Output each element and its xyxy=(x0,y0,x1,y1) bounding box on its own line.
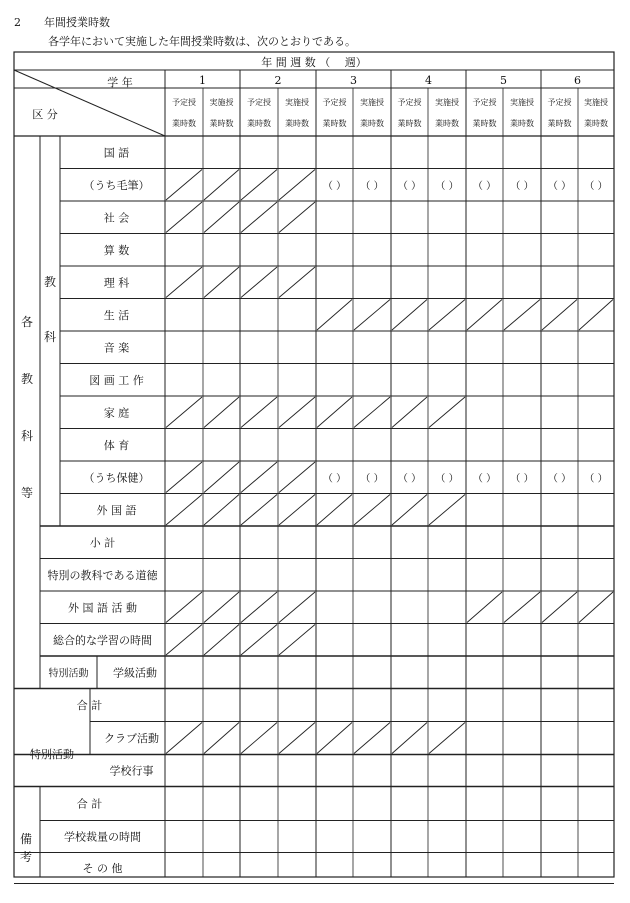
group-label-remarks: 考 xyxy=(19,850,33,864)
paren-mark: （ ） xyxy=(360,473,384,485)
hatch-mark xyxy=(204,170,239,201)
hatch-mark xyxy=(392,495,427,526)
hatch-mark xyxy=(241,625,277,656)
hatch-mark xyxy=(392,300,427,331)
hatch-mark xyxy=(429,300,465,331)
row-label: 算 数 xyxy=(103,243,130,257)
section-title: 年間授業時数 xyxy=(44,16,110,29)
subheader-text: 予定授 xyxy=(322,98,347,107)
grade-label: 6 xyxy=(574,74,581,87)
hatch-mark xyxy=(467,592,502,623)
hatch-mark xyxy=(467,300,502,331)
activities-label: 特別活動 xyxy=(48,668,89,680)
table-frame xyxy=(14,52,614,877)
row-label: 社 会 xyxy=(103,211,130,225)
group-label-all: 等 xyxy=(20,486,34,500)
row-label: クラブ活動 xyxy=(104,732,159,745)
subheader-text: 業時数 xyxy=(360,119,384,128)
hatch-mark xyxy=(204,462,239,493)
hatch-mark xyxy=(279,723,315,754)
row-label: 家 庭 xyxy=(103,406,130,420)
subheader-text: 業時数 xyxy=(209,119,234,128)
subheader-text: 予定授 xyxy=(247,98,271,107)
corner-diagonal xyxy=(14,70,165,136)
paren-mark: （ ） xyxy=(435,473,459,485)
row-label: 学校裁量の時間 xyxy=(64,830,141,844)
hatch-mark xyxy=(166,462,202,493)
group-label-all: 科 xyxy=(20,429,34,443)
group-label-all: 教 xyxy=(20,372,34,386)
paren-mark: （ ） xyxy=(584,180,608,192)
hatch-mark xyxy=(279,170,315,201)
subheader-text: 実施授 xyxy=(209,98,234,107)
paren-mark: （ ） xyxy=(397,473,422,485)
subheader-text: 業時数 xyxy=(247,119,271,128)
section-number: 2 xyxy=(14,16,21,29)
hatch-mark xyxy=(317,300,352,331)
subheader-text: 業時数 xyxy=(172,119,196,128)
row-label: 理 科 xyxy=(103,276,130,290)
hatch-mark xyxy=(392,723,427,754)
grade-label: 3 xyxy=(350,74,357,87)
hatch-mark xyxy=(542,300,577,331)
subheader-text: 予定授 xyxy=(172,98,196,107)
row-label: （うち毛筆） xyxy=(83,178,150,192)
row-label: 音 楽 xyxy=(103,341,130,355)
hatch-mark xyxy=(317,397,352,428)
group-label-subjects: 教 xyxy=(43,275,57,289)
paren-mark: （ ） xyxy=(472,180,497,192)
subheader-text: 業時数 xyxy=(285,119,309,128)
hatch-mark xyxy=(504,592,540,623)
subheader-text: 実施授 xyxy=(360,98,384,107)
grade-label: 5 xyxy=(500,74,507,87)
subheader-text: 業時数 xyxy=(584,119,608,128)
grade-label: 4 xyxy=(425,74,432,87)
hatch-mark xyxy=(429,397,465,428)
hatch-mark xyxy=(241,723,277,754)
row-label: そ の 他 xyxy=(82,862,123,875)
hatch-mark xyxy=(429,723,465,754)
row-label: 外 国 語 活 動 xyxy=(68,601,137,615)
subheader-text: 業時数 xyxy=(435,119,459,128)
hatch-mark xyxy=(317,495,352,526)
corner-category-label: 区 分 xyxy=(32,108,58,121)
hatch-mark xyxy=(204,495,239,526)
subheader-text: 予定授 xyxy=(397,98,422,107)
subheader-text: 実施授 xyxy=(285,98,309,107)
corner-grade-label: 学 年 xyxy=(107,76,133,89)
row-label: 特別の教科である道徳 xyxy=(47,568,158,582)
row-label: 小 計 xyxy=(89,536,116,550)
row-label: 生 活 xyxy=(103,308,130,322)
hatch-mark xyxy=(204,723,239,754)
paren-mark: （ ） xyxy=(547,473,572,485)
hatch-mark xyxy=(166,723,202,754)
hatch-mark xyxy=(279,462,315,493)
paren-mark: （ ） xyxy=(584,473,608,485)
hatch-mark xyxy=(279,625,315,656)
subheader-text: 実施授 xyxy=(584,98,608,107)
activities-group-label: 特別活動 xyxy=(30,748,74,761)
paren-mark: （ ） xyxy=(322,473,347,485)
row-label: 合 計 xyxy=(76,699,103,712)
subheader-text: 実施授 xyxy=(435,98,459,107)
subheader-text: 業時数 xyxy=(322,119,347,128)
paren-mark: （ ） xyxy=(510,473,534,485)
hatch-mark xyxy=(241,170,277,201)
hatch-mark xyxy=(279,267,315,298)
paren-mark: （ ） xyxy=(510,180,534,192)
hatch-mark xyxy=(204,202,239,233)
hatch-mark xyxy=(354,397,390,428)
hatch-mark xyxy=(504,300,540,331)
row-label: 合 計 xyxy=(76,797,103,811)
hatch-mark xyxy=(354,300,390,331)
paren-mark: （ ） xyxy=(322,180,347,192)
hatch-mark xyxy=(166,202,202,233)
paren-mark: （ ） xyxy=(435,180,459,192)
row-label: 学校行事 xyxy=(109,764,154,778)
hatch-mark xyxy=(166,170,202,201)
hatch-mark xyxy=(241,462,277,493)
hatch-mark xyxy=(542,592,577,623)
grade-label: 2 xyxy=(274,74,282,87)
hatch-mark xyxy=(204,625,239,656)
hatch-mark xyxy=(317,723,352,754)
subheader-text: 業時数 xyxy=(397,119,422,128)
hatch-mark xyxy=(166,495,202,526)
paren-mark: （ ） xyxy=(397,180,422,192)
paren-mark: （ ） xyxy=(547,180,572,192)
hatch-mark xyxy=(579,300,613,331)
group-label-all: 各 xyxy=(20,315,34,329)
hatch-mark xyxy=(392,397,427,428)
subheader-text: 業時数 xyxy=(547,119,572,128)
subheader-text: 業時数 xyxy=(472,119,497,128)
subheader-text: 業時数 xyxy=(510,119,534,128)
group-label-remarks: 備 xyxy=(19,832,33,846)
paren-mark: （ ） xyxy=(472,473,497,485)
hatch-mark xyxy=(166,592,202,623)
row-label: 総合的な学習の時間 xyxy=(53,633,152,647)
hatch-mark xyxy=(204,397,239,428)
hatch-mark xyxy=(354,495,390,526)
subheader-text: 実施授 xyxy=(510,98,534,107)
subheader-text: 予定授 xyxy=(547,98,572,107)
hatch-mark xyxy=(354,723,390,754)
hatch-mark xyxy=(241,397,277,428)
weeks-caption: 年 間 週 数 （ 週） xyxy=(261,56,367,69)
row-label: 国 語 xyxy=(103,146,130,160)
hatch-mark xyxy=(429,495,465,526)
hatch-mark xyxy=(241,202,277,233)
hatch-mark xyxy=(241,495,277,526)
hatch-mark xyxy=(579,592,613,623)
row-label: （うち保健） xyxy=(83,471,150,485)
hatch-mark xyxy=(241,267,277,298)
hatch-mark xyxy=(204,267,239,298)
hatch-mark xyxy=(279,397,315,428)
section-intro: 各学年において実施した年間授業時数は、次のとおりである。 xyxy=(48,35,356,48)
subheader-text: 予定授 xyxy=(472,98,497,107)
grade-label: 1 xyxy=(199,74,206,87)
hatch-mark xyxy=(166,625,202,656)
hatch-mark xyxy=(204,592,239,623)
paren-mark: （ ） xyxy=(360,180,384,192)
hatch-mark xyxy=(279,592,315,623)
row-label: 体 育 xyxy=(103,438,130,452)
hatch-mark xyxy=(241,592,277,623)
hatch-mark xyxy=(166,397,202,428)
hatch-mark xyxy=(279,202,315,233)
row-label: 図 画 工 作 xyxy=(89,373,144,387)
hatch-mark xyxy=(279,495,315,526)
group-label-subjects: 科 xyxy=(43,330,57,344)
hatch-mark xyxy=(166,267,202,298)
row-label: 学級活動 xyxy=(113,666,157,680)
row-label: 外 国 語 xyxy=(96,503,137,517)
